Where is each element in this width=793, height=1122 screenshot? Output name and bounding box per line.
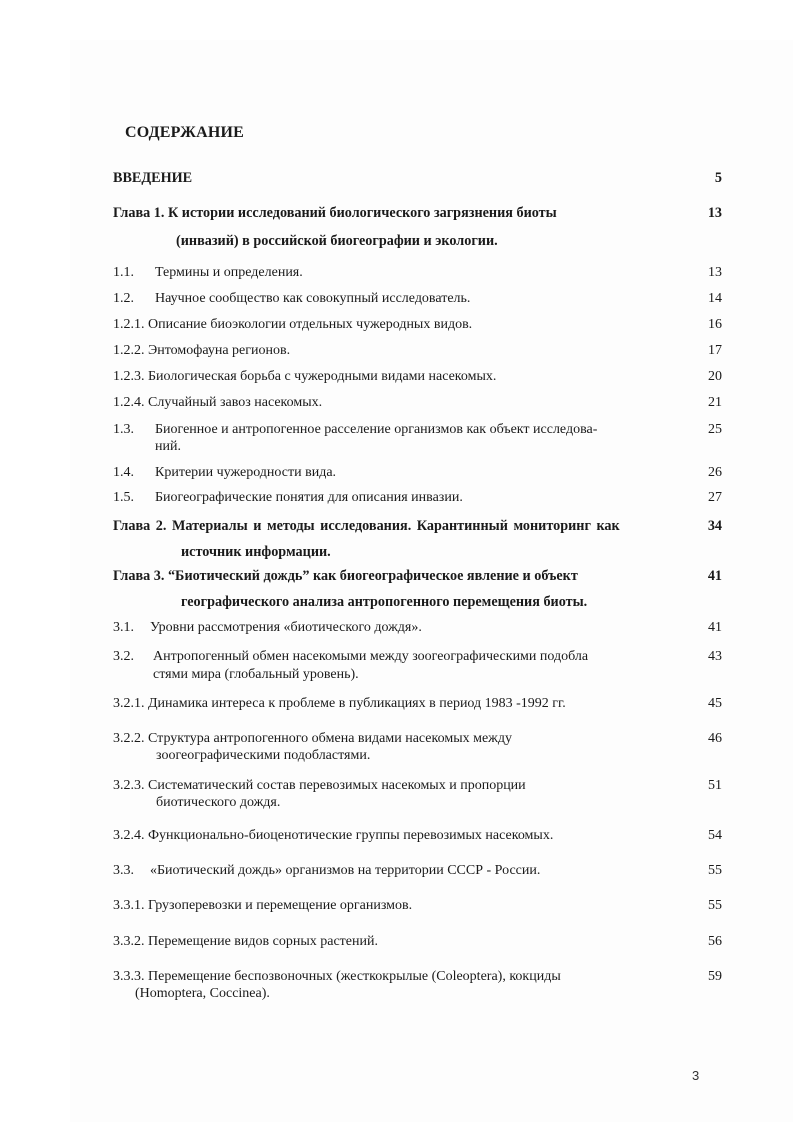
toc-entry-continuation: (Homoptera, Coccinea).: [135, 986, 270, 1001]
toc-entry-text: Энтомофауна регионов.: [148, 343, 291, 358]
toc-entry-page: 59: [708, 969, 722, 984]
toc-entry-number: 1.2.3.: [113, 369, 145, 384]
toc-entry-page: 26: [708, 465, 722, 480]
toc-entry-page: 41: [708, 620, 722, 635]
toc-entry-text: Биогеографические понятия для описания инвазии.: [155, 490, 463, 505]
toc-entry-1-1[interactable]: [113, 263, 722, 283]
toc-entry-number: 3.3.: [113, 863, 134, 878]
toc-entry-number: 3.2.: [113, 649, 134, 664]
toc-entry-number: 1.2.1.: [113, 317, 145, 332]
toc-entry-text: Перемещение видов сорных растений.: [148, 934, 378, 949]
toc-entry-continuation: стями мира (глобальный уровень).: [153, 667, 359, 682]
toc-entry-text: Функционально-биоценотические группы перевозимых насекомых.: [148, 828, 554, 843]
toc-entry-page: 27: [708, 490, 722, 505]
toc-entry-page: 43: [708, 649, 722, 664]
toc-entry-1-2-4[interactable]: [113, 393, 722, 413]
toc-entry-continuation: (инвазий) в российской биогеографии и экологии.: [176, 233, 498, 249]
toc-entry-3-2-4[interactable]: [113, 826, 722, 846]
toc-entry-text: Систематический состав перевозимых насекомых и пропорции: [148, 778, 526, 793]
toc-entry-text: ВВЕДЕНИЕ: [113, 170, 193, 186]
toc-entry-page: 5: [714, 170, 722, 186]
toc-entry-text: Антропогенный обмен насекомыми между зоогеографическими подобла: [153, 649, 589, 664]
toc-entry-page: 20: [708, 369, 722, 384]
toc-entry-page: 21: [708, 395, 722, 410]
toc-entry-continuation: ний.: [155, 439, 181, 454]
toc-entry-page: 14: [708, 291, 722, 306]
toc-entry-continuation: зоогеографическими подобластями.: [156, 748, 371, 763]
toc-entry-number: 3.3.2.: [113, 934, 145, 949]
toc-entry-number: 1.2.: [113, 291, 134, 306]
toc-entry-3-3-3[interactable]: [113, 968, 722, 1002]
toc-entry-page: 55: [708, 898, 722, 913]
toc-entry-1-2-3[interactable]: [113, 367, 722, 387]
toc-entry-1-2[interactable]: [113, 289, 722, 309]
toc-entry-number: 1.1.: [113, 265, 134, 280]
toc-entry-text: «Биотический дождь» организмов на территории СССР - России.: [150, 863, 541, 878]
toc-entry-introduction[interactable]: [113, 168, 722, 188]
toc-entry-3-2-1[interactable]: [113, 694, 722, 714]
toc-entry-text: Уровни рассмотрения «биотического дождя».: [150, 620, 422, 635]
toc-entry-page: 41: [707, 568, 722, 584]
toc-entry-number: 3.3.1.: [113, 898, 145, 913]
toc-entry-chapter-3[interactable]: [113, 566, 722, 612]
toc-entry-3-3-1[interactable]: [113, 896, 722, 916]
toc-entry-1-2-2[interactable]: [113, 341, 722, 361]
toc-entry-3-2-2[interactable]: [113, 730, 722, 764]
toc-entry-number: 1.3.: [113, 422, 134, 437]
toc-entry-text: Случайный завоз насекомых.: [148, 395, 323, 410]
toc-entry-number: 3.2.3.: [113, 778, 145, 793]
toc-entry-number: 1.2.4.: [113, 395, 145, 410]
toc-entry-1-3[interactable]: [113, 421, 722, 455]
toc-entry-text: Перемещение беспозвоночных (жесткокрылые (Coleoptera), кокциды: [148, 969, 561, 984]
toc-entry-page: 17: [708, 343, 722, 358]
toc-entry-page: 55: [708, 863, 722, 878]
toc-entry-chapter-1[interactable]: [113, 203, 722, 251]
toc-entry-3-1[interactable]: [113, 618, 722, 638]
toc-entry-text: Структура антропогенного обмена видами насекомых между: [148, 731, 512, 746]
toc-entry-number: 3.2.4.: [113, 828, 145, 843]
toc-entry-1-2-1[interactable]: [113, 315, 722, 335]
toc-entry-page: 13: [707, 205, 722, 221]
toc-entry-continuation: биотического дождя.: [156, 795, 281, 810]
toc-entry-page: 13: [708, 265, 722, 280]
toc-entry-text: Критерии чужеродности вида.: [155, 465, 337, 480]
toc-entry-number: 3.1.: [113, 620, 134, 635]
toc-entry-page: 34: [707, 518, 722, 534]
toc-entry-page: 56: [708, 934, 722, 949]
page-number: 3: [692, 1068, 700, 1083]
toc-entry-3-3-2[interactable]: [113, 932, 722, 952]
toc-entry-text: Глава 3. “Биотический дождь” как биогеографическое явление и объект: [113, 568, 578, 584]
toc-entry-text: Термины и определения.: [155, 265, 303, 280]
toc-entry-number: 3.2.1.: [113, 696, 145, 711]
toc-entry-page: 16: [708, 317, 722, 332]
toc-title: СОДЕРЖАНИЕ: [125, 124, 245, 141]
toc-entry-page: 46: [708, 731, 722, 746]
toc-entry-page: 45: [708, 696, 722, 711]
toc-entry-text: Динамика интереса к проблеме в публикациях в период 1983 -1992 гг.: [148, 696, 566, 711]
toc-entry-3-3[interactable]: [113, 861, 722, 881]
toc-entry-1-4[interactable]: [113, 463, 722, 483]
toc-entry-text: Глава 1. К истории исследований биологического загрязнения биоты: [113, 205, 557, 221]
toc-entry-number: 3.2.2.: [113, 731, 145, 746]
toc-entry-text: Описание биоэкологии отдельных чужеродных видов.: [148, 317, 473, 332]
toc-entry-text: Научное сообщество как совокупный исследователь.: [155, 291, 471, 306]
toc-entry-text: Грузоперевозки и перемещение организмов.: [148, 898, 413, 913]
toc-entry-3-2[interactable]: [113, 648, 722, 684]
toc-entry-3-2-3[interactable]: [113, 777, 722, 811]
toc-entry-continuation: источник информации.: [181, 544, 331, 560]
toc-entry-page: 54: [708, 828, 722, 843]
toc-entry-text: Биогенное и антропогенное расселение организмов как объект исследова-: [155, 422, 598, 437]
toc-entry-number: 3.3.3.: [113, 969, 145, 984]
toc-entry-number: 1.2.2.: [113, 343, 145, 358]
toc-entry-page: 25: [708, 422, 722, 437]
toc-entry-1-5[interactable]: [113, 488, 722, 508]
toc-entry-text: Биологическая борьба с чужеродными видами насекомых.: [148, 369, 497, 384]
toc-entry-continuation: географического анализа антропогенного перемещения биоты.: [181, 594, 588, 610]
toc-entry-page: 51: [708, 778, 722, 793]
toc-entry-number: 1.4.: [113, 465, 134, 480]
toc-entry-chapter-2[interactable]: [113, 516, 722, 562]
toc-entry-number: 1.5.: [113, 490, 134, 505]
toc-entry-text: Глава 2. Материалы и методы исследования. Карантинный мониторинг как: [113, 518, 620, 534]
